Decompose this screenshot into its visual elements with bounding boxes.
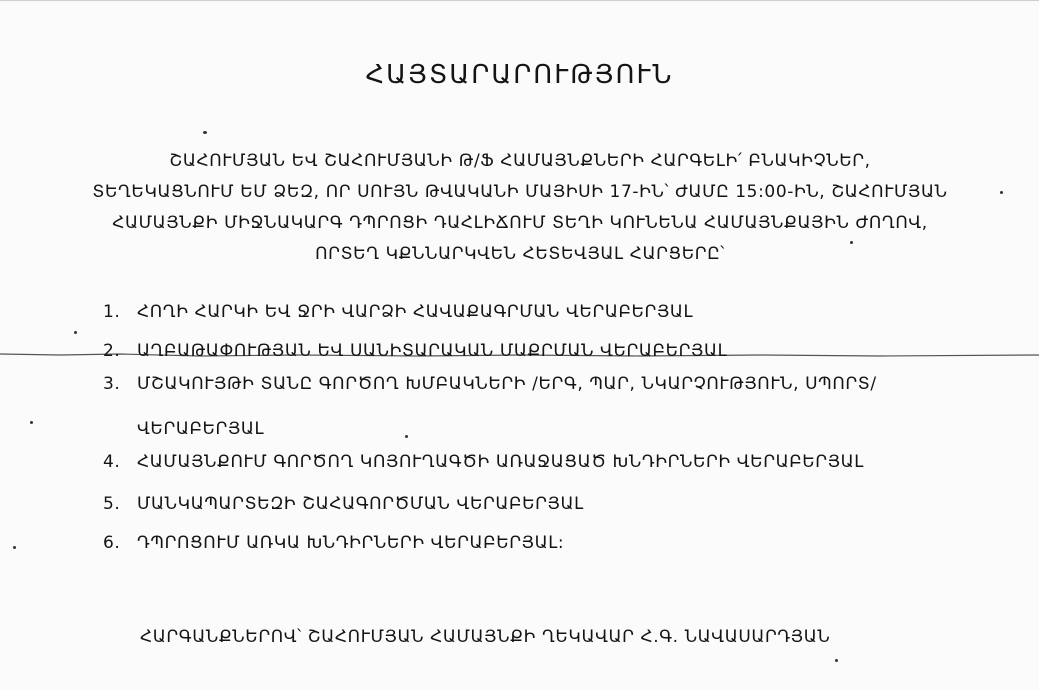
agenda-item-number: 2. bbox=[103, 341, 121, 361]
agenda-item bbox=[103, 489, 1003, 520]
agenda-item-text: ՄԱՆԿԱՊԱՐՏԵԶԻ ՇԱՀԱԳՈՐԾՄԱՆ ՎԵՐԱԲԵՐՅԱԼ bbox=[137, 494, 584, 514]
intro-line: ՇԱՀՈՒՄՅԱՆ ԵՎ ՇԱՀՈՒՄՅԱՆԻ Թ/Ֆ ՀԱՄԱՅՆՔՆԵՐԻ ՀԱՐԳԵԼԻ՛ ԲՆԱԿԻՉՆԵՐ, bbox=[169, 151, 871, 171]
agenda-item-text: ՀՈՂԻ ՀԱՐԿԻ ԵՎ ՋՐԻ ՎԱՐՁԻ ՀԱՎԱՔԱԳՐՄԱՆ ՎԵՐԱԲԵՐՅԱԼ bbox=[137, 302, 694, 322]
scan-speck bbox=[835, 659, 838, 662]
signature-line: ՀԱՐԳԱՆՔՆԵՐՈՎ՝ ՇԱՀՈՒՄՅԱՆ ՀԱՄԱՅՆՔԻ ՂԵԿԱՎԱՐ Հ.Գ. ՆԱՎԱՍԱՐԴՅԱՆ bbox=[140, 627, 831, 647]
intro-line: ՀԱՄԱՅՆՔԻ ՄԻՋՆԱԿԱՐԳ ԴՊՐՈՑԻ ԴԱՀԼԻՃՈՒՄ ՏԵՂԻ ԿՈՒՆԵՆԱ ՀԱՄԱՅՆՔԱՅԻՆ ԺՈՂՈՎ, bbox=[112, 213, 928, 233]
agenda-item-continuation: ՎԵՐԱԲԵՐՅԱԼ bbox=[137, 419, 265, 439]
agenda-item-text: ՀԱՄԱՅՆՔՈՒՄ ԳՈՐԾՈՂ ԿՈՅՈՒՂԱԳԾԻ ԱՌԱՋԱՑԱԾ ԽՆԴԻՐՆԵՐԻ ՎԵՐԱԲԵՐՅԱԼ bbox=[137, 452, 864, 472]
agenda-list bbox=[103, 297, 1003, 559]
agenda-item bbox=[103, 297, 1003, 328]
agenda-item bbox=[103, 369, 1003, 447]
intro-line: ՏԵՂԵԿԱՑՆՈՒՄ ԵՄ ՁԵԶ, ՈՐ ՍՈՒՅՆ ԹՎԱԿԱՆԻ ՄԱՅԻՍԻ 17-ԻՆ՝ ԺԱՄԸ 15:00-ԻՆ, ՇԱՀՈՒՄՅԱՆ bbox=[92, 182, 948, 202]
scan-speck bbox=[1000, 191, 1003, 194]
agenda-item-number: 5. bbox=[103, 494, 121, 514]
agenda-item bbox=[103, 528, 1003, 559]
scan-speck bbox=[13, 546, 16, 549]
scan-speck bbox=[203, 131, 207, 134]
agenda-item-text: ԱՂԲԱԹԱՓՈՒԹՅԱՆ ԵՎ ՍԱՆԻՏԱՐԱԿԱՆ ՄԱՔՐՄԱՆ ՎԵՐԱԲԵՐՅԱԼ bbox=[137, 341, 728, 361]
intro-line: ՈՐՏԵՂ ԿՔՆՆԱՐԿՎԵՆ ՀԵՏԵՎՅԱԼ ՀԱՐՑԵՐԸ՝ bbox=[315, 244, 725, 264]
intro-paragraph bbox=[60, 146, 980, 270]
agenda-item-number: 3. bbox=[103, 374, 121, 394]
agenda-item-text: ԴՊՐՈՑՈՒՄ ԱՌԿԱ ԽՆԴԻՐՆԵՐԻ ՎԵՐԱԲԵՐՅԱԼ: bbox=[137, 533, 565, 553]
agenda-item bbox=[103, 336, 1003, 367]
agenda-item-text: ՄՇԱԿՈՒՅԹԻ ՏԱՆԸ ԳՈՐԾՈՂ ԽՄԲԱԿՆԵՐԻ /ԵՐԳ, ՊԱՐ, ՆԿԱՐՉՈՒԹՅՈՒՆ, ՍՊՈՐՏ/ bbox=[137, 374, 877, 394]
agenda-item-number: 4. bbox=[103, 452, 121, 472]
document-title: ՀԱՅՏԱՐԱՐՈՒԹՅՈՒՆ bbox=[365, 60, 674, 91]
scan-speck bbox=[30, 421, 33, 424]
agenda-item-number: 1. bbox=[103, 302, 121, 322]
agenda-item bbox=[103, 447, 1003, 478]
agenda-item-number: 6. bbox=[103, 533, 121, 553]
scan-speck bbox=[74, 331, 77, 334]
